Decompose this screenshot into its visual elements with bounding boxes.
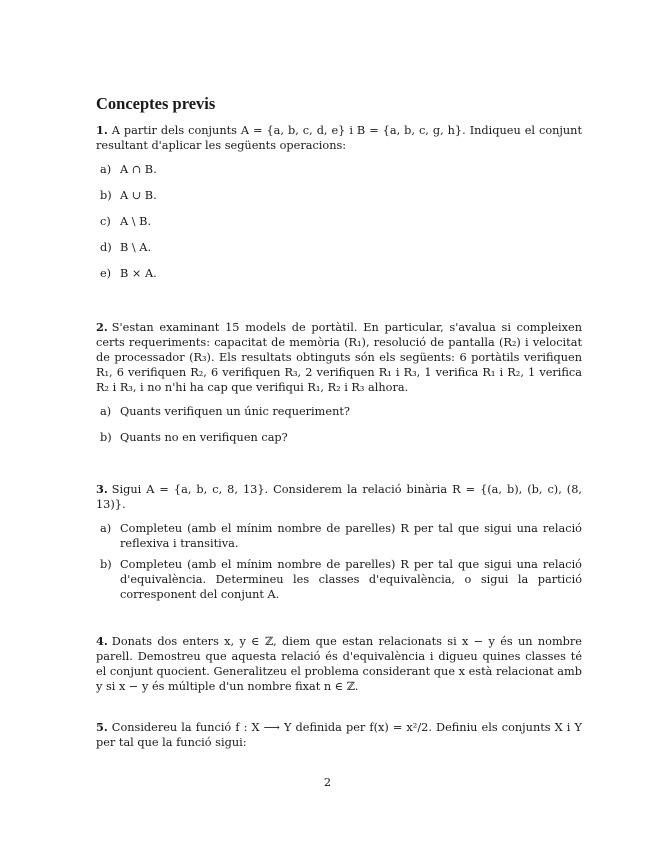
problem-5	[96, 720, 582, 750]
spacer	[96, 608, 582, 634]
problem-1	[96, 123, 582, 281]
problem-3	[96, 482, 582, 602]
problem-text: S'estan examinant 15 models de portàtil. En particular, s'avalua si compleixen certs requeriments: capacitat de memòria (R₁), resolució de pantalla (R₂) i velocitat de processador (R₃). Els resultats obtinguts són els següents: 6 portàtils verifiquen R₁, 6 verifiquen R₂, 6 verifiquen R₃, 2 verifiquen R₁ i R₃, 1 verifica R₁ i R₂, 1 verifica R₂ i R₃, i no n'hi ha cap que verifiqui R₁, R₂ i R₃ alhora.	[96, 321, 582, 394]
problem-text: Sigui A = {a, b, c, 8, 13}. Considerem la relació binària R = {(a, b), (b, c), (8, 13)}.	[96, 483, 582, 511]
problem-text: Considereu la funció f : X ⟶ Y definida per f(x) = x²/2. Definiu els conjunts X i Y per tal que la funció sigui:	[96, 721, 582, 749]
problem-3-items	[96, 521, 582, 602]
problem-number: 1.	[96, 123, 108, 137]
problem-text: A partir dels conjunts A = {a, b, c, d, e} i B = {a, b, c, g, h}. Indiqueu el conjunt resultant d'aplicar les següents operacions:	[96, 124, 582, 152]
problem-text: Donats dos enters x, y ∈ ℤ, diem que estan relacionats si x − y és un nombre parell. Demostreu que aquesta relació és d'equivalència i digueu quines classes té el conjunt quocient. Generalitzeu el problema considerant que x està relacionat amb y si x − y és múltiple d'un nombre fixat n ∈ ℤ.	[96, 635, 582, 693]
list-item: b) Completeu (amb el mínim nombre de parelles) R per tal que sigui una relació d'equivalència. Determineu les classes d'equivalència, o sigui la partició corresponent del conjunt A.	[100, 558, 582, 601]
problem-4	[96, 634, 582, 694]
list-item: a) Completeu (amb el mínim nombre de parelles) R per tal que sigui una relació reflexiva i transitiva.	[100, 522, 582, 550]
problem-number: 2.	[96, 320, 108, 334]
spacer	[96, 456, 582, 482]
problem-2-items	[96, 404, 582, 445]
list-item: a) Quants verifiquen un únic requeriment?	[100, 405, 350, 418]
problem-number: 4.	[96, 634, 108, 648]
page-content	[96, 94, 582, 750]
page-number: 2	[323, 776, 332, 789]
problem-1-items	[96, 162, 582, 281]
list-item: e) B × A.	[100, 267, 157, 280]
list-item: c) A \ B.	[100, 215, 152, 228]
problem-2	[96, 320, 582, 445]
list-item: b) Quants no en verifiquen cap?	[100, 431, 288, 444]
list-item: b) A ∪ B.	[100, 189, 157, 202]
spacer	[96, 292, 582, 320]
spacer	[96, 694, 582, 720]
list-item: a) A ∩ B.	[100, 163, 157, 176]
list-item: d) B \ A.	[100, 241, 152, 254]
section-title: Conceptes previs	[96, 94, 216, 113]
problem-number: 3.	[96, 482, 108, 496]
problem-number: 5.	[96, 720, 108, 734]
